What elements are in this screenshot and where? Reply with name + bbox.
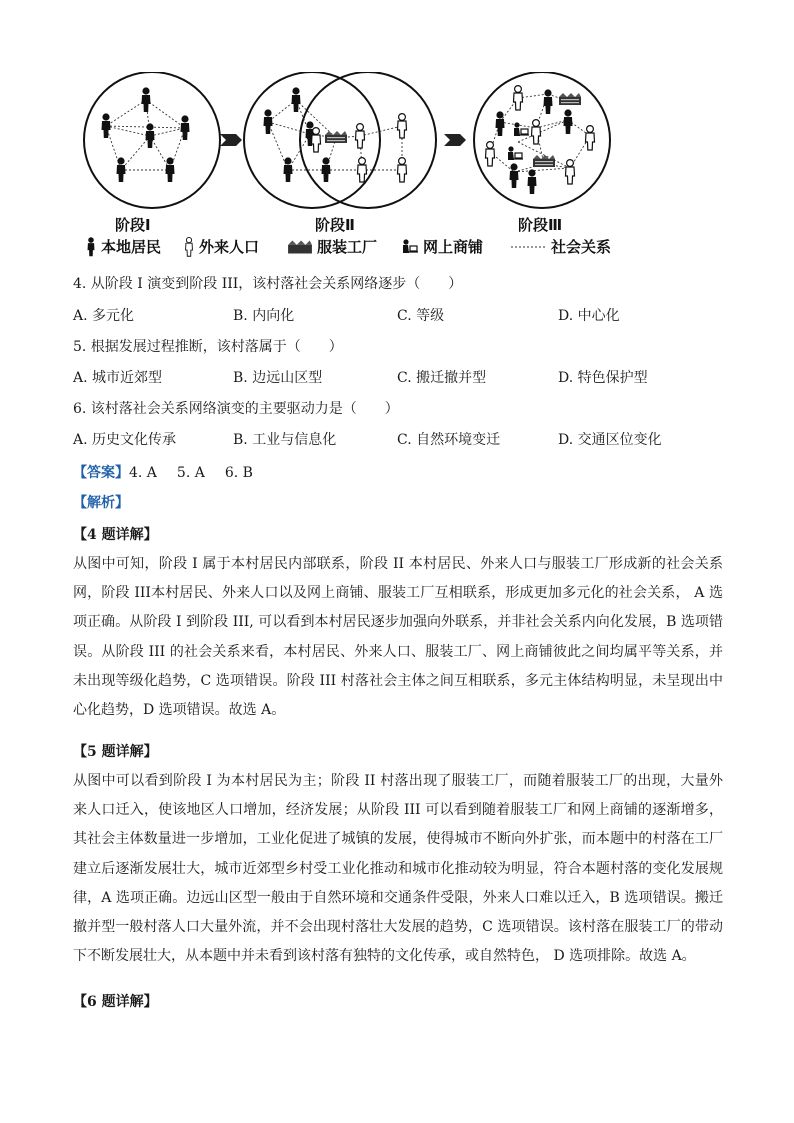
question-4-option-c: C. 等级: [397, 308, 445, 324]
question-6-option-b: B. 工业与信息化: [233, 432, 337, 448]
stage-2-label: 阶段Ⅱ: [315, 216, 355, 234]
answer-6: 6. B: [224, 465, 253, 481]
migrant-icon: [183, 237, 195, 257]
detail-5-title: 【5 题详解】: [73, 744, 158, 760]
legend-relation: [511, 236, 611, 257]
answer-5: 5. A: [176, 465, 205, 481]
question-5-option-c: C. 搬迁撤并型: [397, 370, 487, 386]
detail-4-text: 从图中可知，阶段 I 属于本村居民内部联系，阶段 II 本村居民、外来人口与服装工厂形成新的社会关系网，阶段 III本村居民、外来人口以及网上商铺、服装工厂互相联系，形成更加多元化的社会关系， A 选项正确。从阶段 I 到阶段 III, 可以看到本村居民逐步加强向外联系，并非社会关系内向化发展，B 选项错误。从阶段 III 的社会关系来看，本村居民、外来人口、服装工厂、网上商铺彼此之间均属平等关系，并未出现等级化趋势，C 选项错误。阶段 III 村落社会主体之间互相联系，多元主体结构明显，未呈现出中心化趋势，D 选项错误。故选 A。: [73, 556, 723, 719]
legend-factory-label: 服装工厂: [317, 238, 378, 256]
question-4-option-a: A. 多元化: [73, 308, 135, 324]
legend-local: [85, 236, 161, 257]
legend-relation-label: 社会关系: [551, 238, 612, 256]
legend-shop-label: 网上商铺: [423, 238, 484, 256]
question-5-option-d: D. 特色保护型: [558, 370, 648, 386]
dotted-line-icon: [511, 242, 547, 252]
stage-2-circles: [244, 72, 436, 208]
legend-migrant: [183, 236, 259, 257]
stage-3-label: 阶段Ⅲ: [518, 216, 563, 234]
answer-4: 4. A: [129, 465, 157, 481]
local-resident-icon: [85, 237, 97, 257]
analysis-tag: 【解析】: [73, 495, 129, 511]
arrow-right-icon: [220, 134, 242, 146]
detail-6-title: 【6 题详解】: [73, 994, 158, 1010]
legend-local-label: 本地居民: [101, 238, 162, 256]
question-6-option-d: D. 交通区位变化: [558, 432, 662, 448]
stage-1-circle: [84, 72, 220, 208]
diagram-legend: [85, 236, 645, 258]
stage-1-label: 阶段Ⅰ: [115, 216, 151, 234]
question-4-option-d: D. 中心化: [558, 308, 620, 324]
question-5-option-b: B. 边远山区型: [233, 370, 323, 386]
answer-line: [73, 463, 273, 483]
legend-shop: [401, 236, 483, 257]
question-5-option-a: A. 城市近郊型: [73, 370, 163, 386]
question-6-option-a: A. 历史文化传承: [73, 432, 177, 448]
question-4-stem: 4. 从阶段 I 演变到阶段 III，该村落社会关系网络逐步（ ）: [73, 276, 463, 292]
question-4-option-b: B. 内向化: [233, 308, 295, 324]
answer-tag: 【答案】: [73, 465, 129, 481]
arrow-right-icon: [444, 134, 466, 146]
question-6-stem: 6. 该村落社会关系网络演变的主要驱动力是（ ）: [73, 401, 399, 417]
legend-factory: [287, 236, 377, 257]
question-5-stem: 5. 根据发展过程推断，该村落属于（ ）: [73, 339, 343, 355]
detail-5-text: 从图中可以看到阶段 I 为本村居民为主；阶段 II 村落出现了服装工厂，而随着服装工厂的出现，大量外来人口迁入，使该地区人口增加，经济发展；从阶段 III 可以看到随着服装工厂和网上商铺的逐渐增多，其社会主体数量进一步增加，工业化促进了城镇的发展，使得城市不断向外扩张，而本题中的村落在工厂建立后逐渐发展壮大，城市近郊型乡村受工业化推动和城市化推动较为明显，符合本题村落的变化发展规律，A 选项正确。边远山区型一般由于自然环境和交通条件受限，外来人口难以迁入，B 选项错误。搬迁撤并型一般村落人口大量外流，并不会出现村落壮大发展的趋势，C 选项错误。该村落在服装工厂的带动下不断发展壮大，从本题中并未看到该村落有独特的文化传承，或自然特色， D 选项排除。故选 A。: [73, 773, 723, 965]
legend-migrant-label: 外来人口: [199, 238, 260, 256]
detail-4-title: 【4 题详解】: [73, 527, 158, 543]
question-6-option-c: C. 自然环境变迁: [397, 432, 501, 448]
online-shop-icon: [401, 238, 419, 256]
stage-3-circle: [474, 72, 610, 208]
factory-icon: [287, 239, 313, 255]
